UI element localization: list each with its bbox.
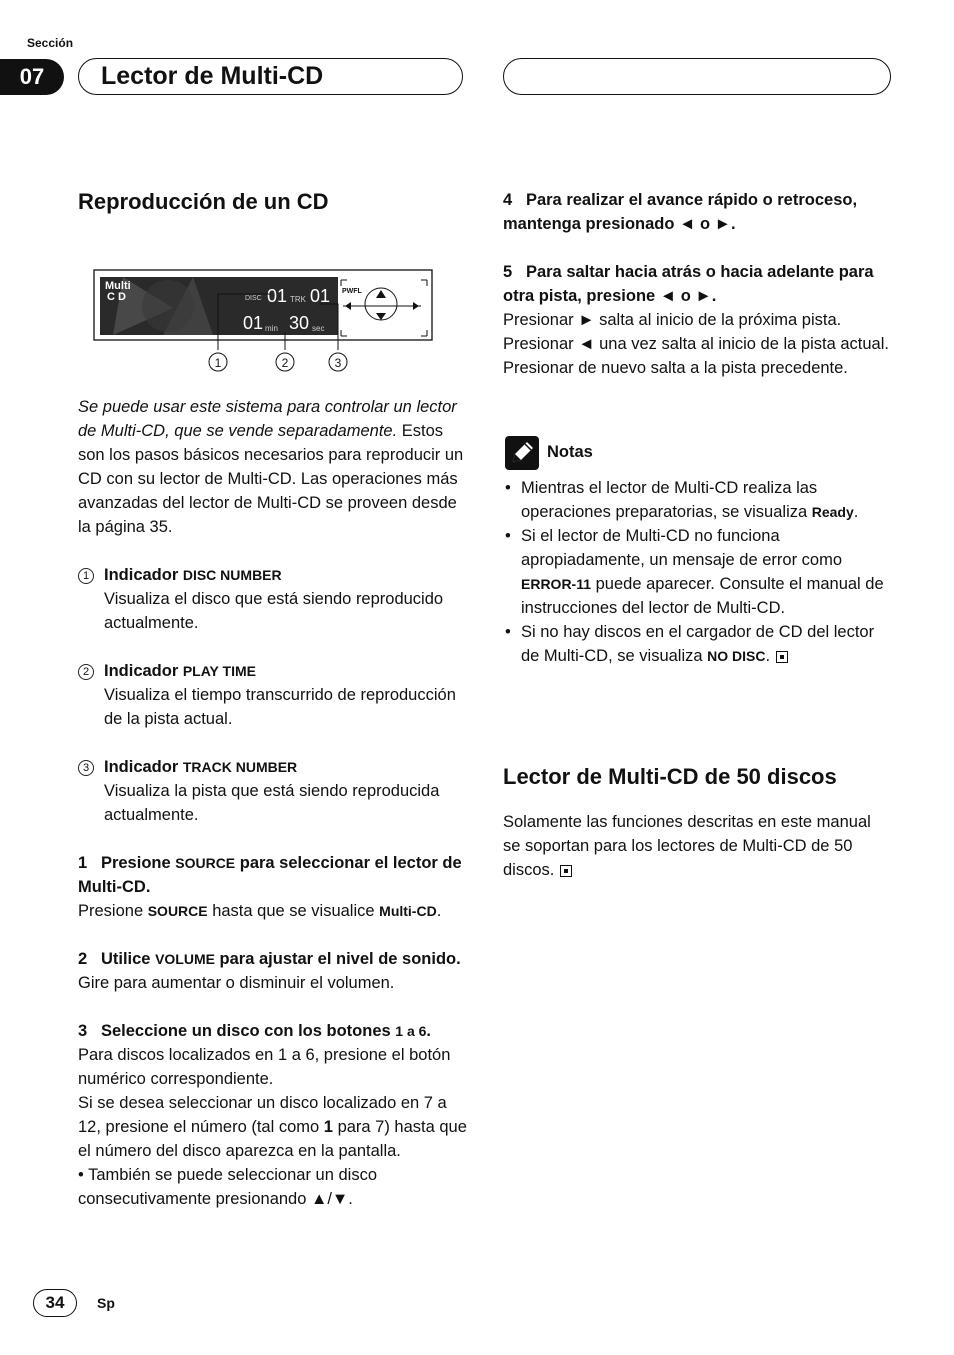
step-2 [78,947,468,995]
section-50-discos [503,810,888,882]
step-2-post: para ajustar el nivel de sonido. [214,950,461,968]
step-2-pre: Utilice [100,950,156,968]
note-2-post: puede aparecer. Consulte el manual de instrucciones del lector de Multi-CD. [521,575,884,617]
multi-cd-display-illustration [93,268,438,378]
indicator-2-title: Indicador [104,662,183,680]
section-label: Sección [27,36,74,50]
chapter-title-box [78,58,463,95]
note-3-pre: Si no hay discos en el cargador de CD del lector de Multi-CD, se visualiza [521,623,875,665]
step-3-sc: 1 a 6 [395,1023,427,1039]
notes-icon [505,436,539,470]
display-trk-label: TRK [290,295,306,304]
indicator-3-number: 3 [78,760,94,776]
step-2-body: Gire para aumentar o disminuir el volumen. [78,974,395,992]
right-column [503,188,893,380]
display-pwfl-label: PWFL [342,288,362,295]
step-5 [503,260,893,380]
end-mark-icon [776,651,788,663]
note-3-sc: NO DISC [707,648,766,664]
step-1-sc: SOURCE [175,855,236,871]
step-1-body-sc: SOURCE [147,903,208,919]
step-1-number: 1 [78,854,88,872]
notes-heading: Notas [547,443,593,461]
step-3-body-2-bold: 1 [323,1118,333,1136]
indicator-1 [78,563,468,635]
step-5-number: 5 [503,263,513,281]
step-3-body-3: • También se puede seleccionar un disco consecutivamente presionando ▲/▼. [78,1166,377,1208]
indicator-3-title: Indicador [104,758,183,776]
display-min-label: min [265,324,278,333]
step-1 [78,851,468,923]
step-4-title [503,188,893,236]
callout-1-label: 1 [214,356,222,370]
step-4-number: 4 [503,191,513,209]
intro-italic: Se puede usar este sistema para controlar un lector de Multi-CD, que se vende separadamente. [78,398,457,440]
step-3-body-2 [78,1091,468,1163]
indicator-3-text: Visualiza la pista que está siendo reproducida actualmente. [104,782,440,824]
step-5-body: Presionar ► salta al inicio de la próxima pista. Presionar ◄ una vez salta al inicio de la pista actual. Presionar de nuevo salta a la pista precedente. [503,311,889,377]
step-1-body [78,899,468,923]
intro-rest: Estos son los pasos básicos necesarios para reproducir un CD con su lector de Multi-CD. Las operaciones más avanzadas del lector de Multi-CD se proveen desde la página 35. [78,422,464,536]
note-3 [505,620,890,668]
note-1-post: . [853,503,859,521]
display-multi-label: Multi [105,280,131,292]
note-2-sc: ERROR-11 [521,576,592,592]
display-disc-value: 01 [267,286,288,306]
display-min-value: 01 [243,313,264,333]
display-trk-value: 01 [310,286,331,306]
callout-2-label: 2 [281,356,289,370]
end-mark-icon [560,865,572,877]
indicator-2-text: Visualiza el tiempo transcurrido de reproducción de la pista actual. [104,686,456,728]
note-1-sc: Ready [811,504,854,520]
display-sec-value: 30 [289,313,310,333]
indicator-1-title: Indicador [104,566,183,584]
body-50-text: Solamente las funciones descritas en este manual se soportan para los lectores de Multi-CD de 50 discos. [503,813,871,879]
step-3-title [78,1019,468,1043]
display-cd-label: C D [107,291,126,303]
page-number: 34 [33,1289,77,1317]
step-1-body-mid: hasta que se visualice [207,902,380,920]
step-3-body-2-post: para 7) hasta que el número del disco aparezca en la pantalla. [78,1118,467,1160]
indicator-2 [78,659,468,731]
step-1-body-end: . [436,902,442,920]
step-1-pre: Presione [100,854,176,872]
step-5-title [503,260,893,308]
note-2 [505,524,890,620]
chapter-title-box-right [503,58,891,95]
body-50-discos [503,810,888,882]
step-3-body-1: Para discos localizados en 1 a 6, presione el botón numérico correspondiente. [78,1046,451,1088]
note-3-post: . [765,647,771,665]
callout-3-label: 3 [334,356,342,370]
indicator-2-title-sc: PLAY TIME [182,663,256,679]
step-3-post: . [426,1022,431,1040]
language-code: Sp [97,1295,115,1311]
indicator-3-title-sc: TRACK NUMBER [182,759,298,775]
indicator-1-number: 1 [78,568,94,584]
step-2-title [78,947,468,971]
step-1-post: para seleccionar el lector de Multi-CD. [78,854,462,896]
step-2-sc: VOLUME [155,951,215,967]
step-3-number: 3 [78,1022,88,1040]
indicator-2-number: 2 [78,664,94,680]
step-3-pre: Seleccione un disco con los botones [100,1022,396,1040]
heading-50-discos: Lector de Multi-CD de 50 discos [503,764,837,789]
display-disc-label: DISC [245,295,262,302]
heading-reproduccion: Reproducción de un CD [78,189,329,214]
intro-paragraph [78,395,468,539]
step-2-number: 2 [78,950,88,968]
step-1-title [78,851,468,899]
chapter-title: Lector de Multi-CD [101,62,324,90]
step-3 [78,1019,468,1211]
note-2-pre: Si el lector de Multi-CD no funciona apropiadamente, un mensaje de error como [521,527,843,569]
indicator-1-text: Visualiza el disco que está siendo reproducido actualmente. [104,590,444,632]
section-number: 07 [0,59,64,95]
step-4-text: Para realizar el avance rápido o retroceso, mantenga presionado ◄ o ►. [503,191,858,233]
note-1-pre: Mientras el lector de Multi-CD realiza las operaciones preparatorias, se visualiza [521,479,818,521]
step-1-body-pre: Presione [78,902,148,920]
notes-list [505,476,890,668]
note-1 [505,476,890,524]
left-column [78,395,468,1211]
indicator-3 [78,755,468,827]
display-sec-label: sec [312,324,325,333]
indicator-1-title-sc: DISC NUMBER [182,567,282,583]
step-1-body-sc2: Multi-CD [379,903,437,919]
step-3-body-2-pre: Si se desea seleccionar un disco localizado en 7 a 12, presione el número (tal como [78,1094,447,1136]
step-5-text: Para saltar hacia atrás o hacia adelante para otra pista, presione ◄ o ►. [503,263,874,305]
